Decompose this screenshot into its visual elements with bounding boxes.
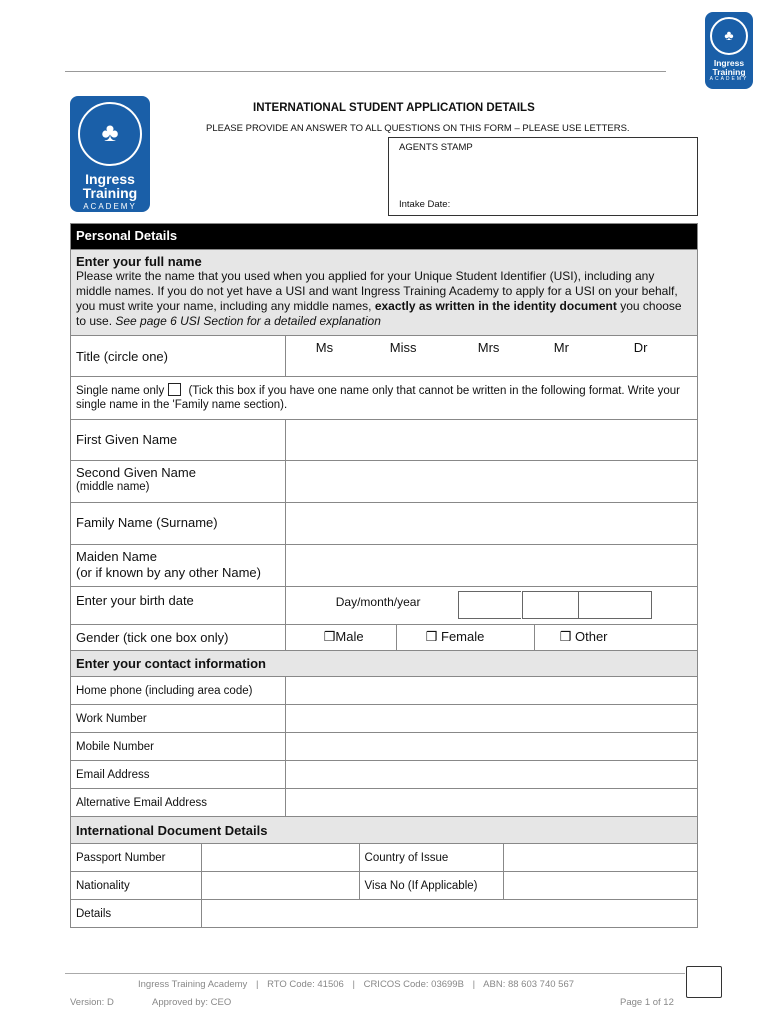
logo-small xyxy=(705,12,753,89)
header-rule xyxy=(65,71,666,72)
second-given-name-sub: (middle name) xyxy=(76,481,150,493)
nationality-label: Nationality xyxy=(71,872,202,900)
alt-email-label: Alternative Email Address xyxy=(71,789,286,817)
date-month-box[interactable] xyxy=(522,591,579,619)
gender-label: Gender (tick one box only) xyxy=(71,625,286,651)
tree-icon: ♣ xyxy=(101,116,119,147)
instruction-text: Please write the name that you used when you applied for your Unique Student Identifier (USI), including any middle names. If you do not yet have a USI and want Ingress Training Academy to apply for a USI on your behalf, you must write your name, including any middle names, xyxy=(76,269,678,313)
form-title: INTERNATIONAL STUDENT APPLICATION DETAILS xyxy=(253,102,535,114)
full-name-instructions xyxy=(71,250,698,336)
passport-label: Passport Number xyxy=(71,844,202,872)
footer-abn: ABN: 88 603 740 567 xyxy=(483,979,575,990)
gender-divider xyxy=(534,624,535,651)
visa-label: Visa No (If Applicable) xyxy=(359,872,504,900)
tree-icon: ♣ xyxy=(724,27,734,44)
family-name-field[interactable] xyxy=(285,503,697,545)
seal-icon xyxy=(710,17,748,55)
title-option-miss[interactable]: Miss xyxy=(389,340,417,355)
logo-line-2: Training xyxy=(82,185,138,201)
single-name-checkbox[interactable] xyxy=(168,383,181,396)
intl-doc-heading: International Document Details xyxy=(71,817,698,844)
page-corner-box xyxy=(686,966,722,998)
title-label: Title (circle one) xyxy=(71,336,286,377)
country-of-issue-field[interactable] xyxy=(504,844,698,872)
mobile-number-field[interactable] xyxy=(285,733,697,761)
gender-other-option[interactable]: ❒ Other xyxy=(559,629,608,644)
single-name-label: Single name only xyxy=(76,385,165,397)
footer-cricos: CRICOS Code: 03699B xyxy=(363,979,464,990)
maiden-name-sub: (or if known by any other Name) xyxy=(76,565,261,580)
first-given-name-label: First Given Name xyxy=(71,420,286,461)
home-phone-field[interactable] xyxy=(285,677,697,705)
footer-info: Ingress Training Academy | RTO Code: 41506 | CRICOS Code: 03699B | ABN: 88 603 740 567 xyxy=(138,979,575,990)
maiden-name-field[interactable] xyxy=(285,545,697,587)
personal-details-band: Personal Details xyxy=(71,224,698,250)
international-document-table xyxy=(70,816,698,928)
title-option-mr[interactable]: Mr xyxy=(553,340,569,355)
footer-approved: Approved by: CEO xyxy=(152,997,232,1008)
title-option-dr[interactable]: Dr xyxy=(633,340,648,355)
maiden-name-label: Maiden Name xyxy=(76,549,157,564)
second-given-name-field[interactable] xyxy=(285,461,697,503)
logo-line-3: ACADEMY xyxy=(709,76,749,82)
logo-line-3: ACADEMY xyxy=(83,202,137,211)
email-field[interactable] xyxy=(285,761,697,789)
title-option-mrs[interactable]: Mrs xyxy=(477,340,500,355)
form-subtitle: PLEASE PROVIDE AN ANSWER TO ALL QUESTIONS ON THIS FORM – PLEASE USE LETTERS. xyxy=(206,123,630,134)
alt-email-field[interactable] xyxy=(285,789,697,817)
instruction-text-2: you choose to use. xyxy=(76,299,682,328)
logo-large xyxy=(70,96,150,212)
mobile-number-label: Mobile Number xyxy=(71,733,286,761)
agents-stamp-box[interactable] xyxy=(388,137,698,216)
title-option-ms[interactable]: Ms xyxy=(315,340,334,355)
instruction-bold: exactly as written in the identity document xyxy=(374,299,617,313)
second-given-name-label-cell xyxy=(71,461,286,503)
single-name-row xyxy=(71,377,698,420)
maiden-name-label-cell xyxy=(71,545,286,587)
single-name-note: (Tick this box if you have one name only that cannot be written in the following format. Write your single name in the 'Family name section). xyxy=(76,385,680,411)
work-number-label: Work Number xyxy=(71,705,286,733)
birth-date-label: Enter your birth date xyxy=(71,587,286,625)
birth-date-field[interactable] xyxy=(285,587,697,625)
title-options[interactable] xyxy=(285,336,697,377)
visa-field[interactable] xyxy=(504,872,698,900)
date-year-box[interactable] xyxy=(578,591,652,619)
footer-rule xyxy=(65,973,685,974)
footer-org: Ingress Training Academy xyxy=(138,979,248,990)
footer-page-number: Page 1 of 12 xyxy=(620,997,674,1008)
email-label: Email Address xyxy=(71,761,286,789)
full-name-heading: Enter your full name xyxy=(76,254,202,269)
details-field[interactable] xyxy=(201,900,697,928)
seal-icon xyxy=(78,102,142,166)
date-day-box[interactable] xyxy=(458,591,521,619)
gender-options xyxy=(285,625,697,651)
agents-stamp-label: AGENTS STAMP xyxy=(399,142,473,153)
logo-line-2: Training xyxy=(712,66,746,77)
second-given-name-label: Second Given Name xyxy=(76,465,196,480)
instruction-italic: See page 6 USI Section for a detailed explanation xyxy=(115,314,381,328)
first-given-name-field[interactable] xyxy=(285,420,697,461)
contact-heading: Enter your contact information xyxy=(71,651,698,677)
gender-divider xyxy=(396,624,397,651)
family-name-label: Family Name (Surname) xyxy=(71,503,286,545)
details-label: Details xyxy=(71,900,202,928)
personal-details-table xyxy=(70,223,698,817)
gender-male-option[interactable]: ❒Male xyxy=(323,629,364,644)
work-number-field[interactable] xyxy=(285,705,697,733)
logo-line-1: Ingress xyxy=(713,58,745,68)
footer-rto: RTO Code: 41506 xyxy=(267,979,344,990)
intake-date-label: Intake Date: xyxy=(399,199,451,210)
passport-field[interactable] xyxy=(201,844,359,872)
logo-line-1: Ingress xyxy=(85,171,135,187)
country-of-issue-label: Country of Issue xyxy=(359,844,504,872)
date-format-hint: Day/month/year xyxy=(335,595,421,609)
nationality-field[interactable] xyxy=(201,872,359,900)
home-phone-label: Home phone (including area code) xyxy=(71,677,286,705)
footer-version: Version: D xyxy=(70,997,114,1008)
gender-female-option[interactable]: ❒ Female xyxy=(425,629,485,644)
